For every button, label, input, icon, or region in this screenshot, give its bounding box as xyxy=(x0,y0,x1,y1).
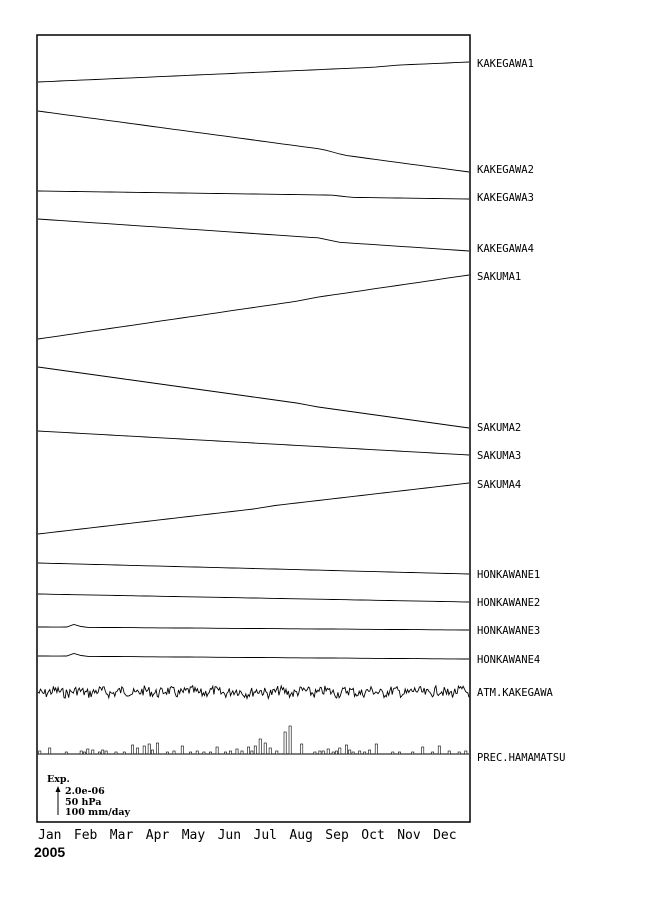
year-label: 2005 xyxy=(34,844,66,860)
precip-bar xyxy=(327,749,329,754)
series-line-honkawane3 xyxy=(38,625,469,631)
precip-bar xyxy=(241,751,243,754)
precip-bar xyxy=(166,752,168,754)
series-label-kakegawa1: KAKEGAWA1 xyxy=(477,58,534,70)
series-layer xyxy=(38,62,469,754)
month-label-mar: Mar xyxy=(109,828,134,843)
precip-bar xyxy=(196,751,198,754)
month-label-dec: Dec xyxy=(433,828,457,843)
series-label-sakuma4: SAKUMA4 xyxy=(477,479,522,491)
precip-bar xyxy=(98,752,100,754)
month-axis xyxy=(38,828,457,843)
precip-bar xyxy=(422,747,424,754)
precip-bar xyxy=(251,751,253,754)
series-line-honkawane4 xyxy=(38,654,469,660)
month-label-jun: Jun xyxy=(217,828,242,843)
series-line-kakegawa2 xyxy=(38,111,469,172)
scale-precipitation: 100 mm/day xyxy=(65,807,131,818)
series-line-sakuma1 xyxy=(38,275,469,339)
month-label-feb: Feb xyxy=(73,828,98,843)
precip-bar xyxy=(364,752,366,754)
month-label-nov: Nov xyxy=(397,828,421,843)
series-label-honkawane3: HONKAWANE3 xyxy=(477,625,541,637)
series-line-honkawane2 xyxy=(38,594,469,602)
month-label-jul: Jul xyxy=(253,828,277,843)
series-line-sakuma4 xyxy=(38,483,469,534)
precip-bar xyxy=(181,746,183,754)
series-label-sakuma2: SAKUMA2 xyxy=(477,422,522,434)
scale-pressure: 50 hPa xyxy=(65,797,102,808)
scale-title: Exp. xyxy=(47,774,70,785)
precip-bar xyxy=(203,752,205,754)
precip-bar xyxy=(143,746,145,754)
precip-bar xyxy=(269,748,271,754)
precip-bar xyxy=(65,752,67,754)
precip-bar xyxy=(345,745,347,754)
series-label-kakegawa4: KAKEGAWA4 xyxy=(477,243,534,255)
precip-bar xyxy=(80,751,82,754)
precip-bar xyxy=(151,750,153,754)
precip-bar xyxy=(190,752,192,754)
series-line-honkawane1 xyxy=(38,563,469,574)
precip-bar xyxy=(448,751,450,754)
series-line-kakegawa1 xyxy=(38,62,469,82)
precip-bar xyxy=(332,752,334,754)
scale-strain: 2.0e-06 xyxy=(65,786,105,797)
precip-bar xyxy=(123,752,125,754)
precip-bar xyxy=(173,751,175,754)
series-label-kakegawa2: KAKEGAWA2 xyxy=(477,164,534,176)
precip-bar xyxy=(83,752,85,754)
precip-bar xyxy=(49,748,51,754)
precip-bar xyxy=(314,752,316,754)
series-label-sakuma1: SAKUMA1 xyxy=(477,271,522,283)
precip-bar xyxy=(264,743,266,754)
precip-bar xyxy=(465,751,467,754)
precip-bar xyxy=(335,751,337,754)
precip-bar xyxy=(87,749,89,754)
precip-bar xyxy=(105,751,107,754)
series-label-honkawane2: HONKAWANE2 xyxy=(477,597,541,609)
scale-legend xyxy=(47,774,131,818)
precip-bar xyxy=(148,744,150,754)
precip-bar xyxy=(115,752,117,754)
month-label-aug: Aug xyxy=(289,828,313,843)
precip-bar xyxy=(289,726,291,754)
precip-bar xyxy=(375,744,377,754)
month-label-sep: Sep xyxy=(325,828,349,843)
series-label-kakegawa3: KAKEGAWA3 xyxy=(477,192,534,204)
precip-bar xyxy=(301,744,303,754)
month-label-oct: Oct xyxy=(361,828,385,843)
precip-bar xyxy=(102,750,104,754)
series-label-prec-hamamatsu: PREC.HAMAMATSU xyxy=(477,752,566,764)
precip-bar xyxy=(248,747,250,754)
precip-bar xyxy=(39,751,41,754)
scale-arrow-head xyxy=(56,786,61,792)
precip-bar xyxy=(216,747,218,754)
label-layer xyxy=(477,58,566,764)
series-line-kakegawa4 xyxy=(38,219,469,251)
series-label-honkawane1: HONKAWANE1 xyxy=(477,569,541,581)
series-label-atm-kakegawa: ATM.KAKEGAWA xyxy=(477,687,553,699)
precip-bar xyxy=(276,751,278,754)
month-label-may: May xyxy=(181,828,206,843)
month-label-jan: Jan xyxy=(38,828,62,843)
precip-bar xyxy=(322,751,324,754)
precip-bar xyxy=(229,751,231,754)
series-line-sakuma2 xyxy=(38,367,469,428)
precip-bar xyxy=(137,748,139,754)
series-label-honkawane4: HONKAWANE4 xyxy=(477,654,541,666)
precip-bar xyxy=(319,751,321,754)
precip-bar xyxy=(458,752,460,754)
series-line-kakegawa3 xyxy=(38,191,469,199)
precip-bar xyxy=(92,750,94,754)
precip-bar xyxy=(412,752,414,754)
series-line-atm-kakegawa xyxy=(38,686,469,699)
series-line-sakuma3 xyxy=(38,431,469,455)
precip-bar xyxy=(369,750,371,754)
precip-bar xyxy=(438,746,440,754)
precip-bar xyxy=(392,752,394,754)
precip-bar xyxy=(259,739,261,754)
precip-bar xyxy=(359,751,361,754)
precip-bar xyxy=(349,750,351,754)
precip-bar xyxy=(209,752,211,754)
month-label-apr: Apr xyxy=(145,828,170,843)
precip-bar xyxy=(132,745,134,754)
precip-bar xyxy=(156,743,158,754)
precip-bar xyxy=(432,752,434,754)
precip-bar xyxy=(254,746,256,754)
precip-bar xyxy=(224,752,226,754)
precipitation-bars xyxy=(39,726,467,754)
precip-bar xyxy=(352,752,354,754)
precip-bar xyxy=(284,732,286,754)
plot-frame xyxy=(37,35,470,822)
precip-bar xyxy=(339,748,341,754)
series-label-sakuma3: SAKUMA3 xyxy=(477,450,522,462)
precip-bar xyxy=(236,749,238,754)
precip-bar xyxy=(398,752,400,754)
